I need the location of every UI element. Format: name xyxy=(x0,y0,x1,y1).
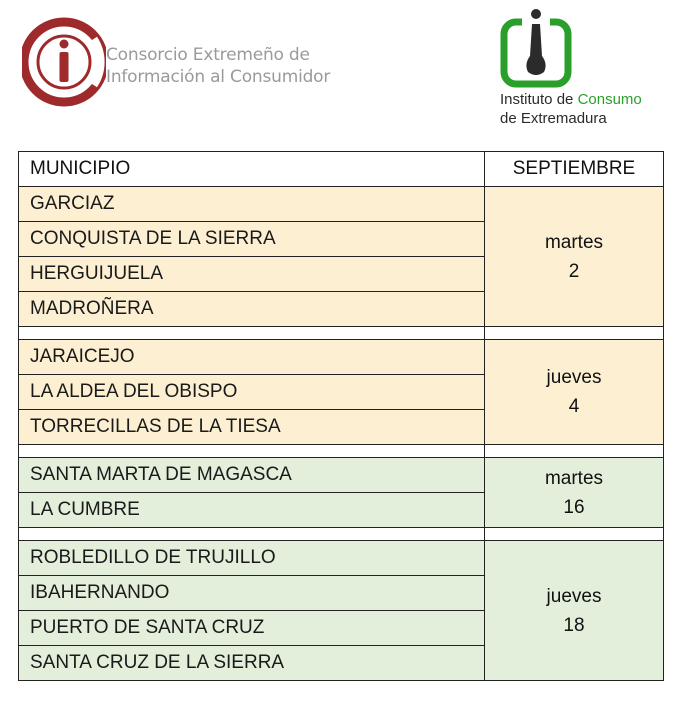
ceic-logo xyxy=(22,14,352,110)
ceic-name-line1: Consorcio Extremeño de xyxy=(106,45,310,65)
instituto-logo xyxy=(498,4,678,132)
municipio-cell: MADROÑERA xyxy=(19,292,485,327)
ceic-name-line2: Información al Consumidor xyxy=(106,67,331,87)
municipio-cell: SANTA CRUZ DE LA SIERRA xyxy=(19,646,485,681)
day-number: 2 xyxy=(568,260,580,282)
day-number: 18 xyxy=(563,614,585,636)
info-person-icon xyxy=(498,4,578,90)
day-number: 16 xyxy=(563,496,585,518)
weekday: jueves xyxy=(546,585,602,607)
municipio-cell: IBAHERNANDO xyxy=(19,576,485,611)
schedule-table xyxy=(18,151,664,681)
table-row xyxy=(19,458,664,493)
municipio-cell: PUERTO DE SANTA CRUZ xyxy=(19,611,485,646)
weekday: martes xyxy=(544,467,604,489)
municipio-cell: LA CUMBRE xyxy=(19,493,485,528)
municipio-cell: SANTA MARTA DE MAGASCA xyxy=(19,458,485,493)
separator-row xyxy=(19,327,664,340)
date-cell xyxy=(485,541,664,681)
municipio-header: MUNICIPIO xyxy=(19,152,485,187)
date-cell xyxy=(485,340,664,445)
table-row xyxy=(19,187,664,222)
ceic-info-icon xyxy=(22,14,106,110)
table-header-row xyxy=(19,152,664,187)
weekday: jueves xyxy=(546,367,602,388)
separator-row xyxy=(19,445,664,458)
table-row xyxy=(19,340,664,375)
ceic-name xyxy=(106,44,330,88)
date-cell xyxy=(485,187,664,327)
day-number: 4 xyxy=(568,396,580,417)
instituto-name-part2: Consumo xyxy=(577,91,642,108)
instituto-name xyxy=(500,90,642,128)
instituto-name-line1 xyxy=(500,90,642,109)
municipio-cell: ROBLEDILLO DE TRUJILLO xyxy=(19,541,485,576)
table-row xyxy=(19,541,664,576)
municipio-cell: LA ALDEA DEL OBISPO xyxy=(19,375,485,410)
municipio-cell: HERGUIJUELA xyxy=(19,257,485,292)
municipio-cell: JARAICEJO xyxy=(19,340,485,375)
municipio-cell: CONQUISTA DE LA SIERRA xyxy=(19,222,485,257)
month-header: SEPTIEMBRE xyxy=(485,152,664,187)
instituto-name-line2: de Extremadura xyxy=(500,110,607,127)
separator-row xyxy=(19,528,664,541)
date-cell xyxy=(485,458,664,528)
municipio-cell: GARCIAZ xyxy=(19,187,485,222)
instituto-name-part1: Instituto de xyxy=(500,91,578,108)
weekday: martes xyxy=(544,231,604,253)
municipio-cell: TORRECILLAS DE LA TIESA xyxy=(19,410,485,445)
